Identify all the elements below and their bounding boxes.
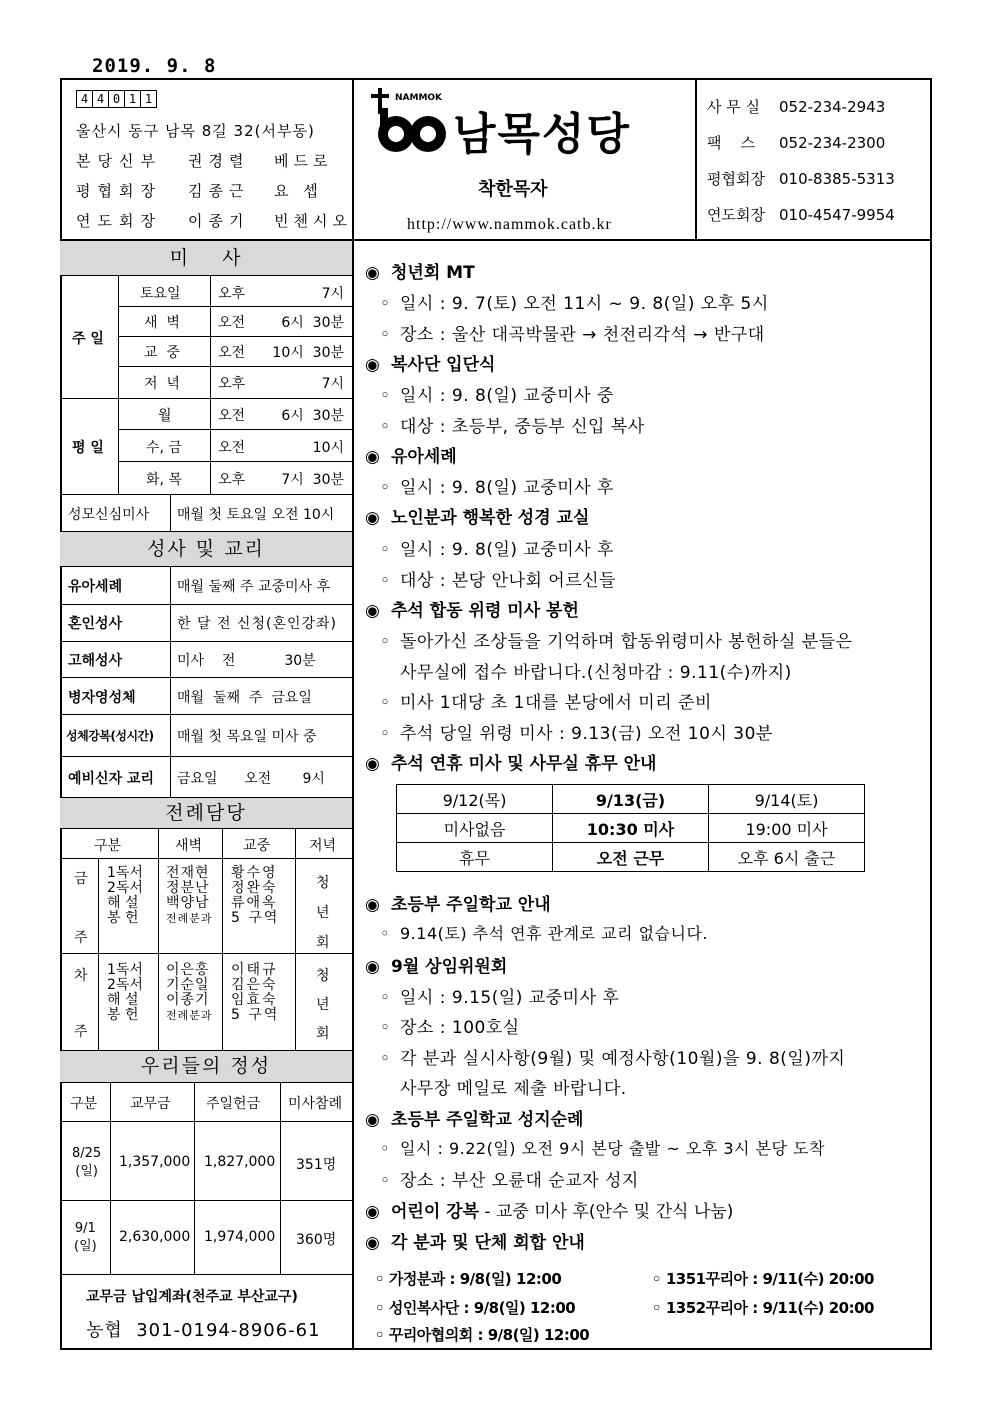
- notice-text: 각 분과 실시사항(9월) 및 예정사항(10월)을 9. 8(일)까지: [400, 1049, 846, 1069]
- liturgy-roles: [107, 963, 143, 1023]
- notice-text: 장소 : 부산 오륜대 순교자 성지: [400, 1171, 639, 1191]
- notice-text: 미사 1대당 초 1대를 본당에서 미리 준비: [400, 693, 712, 713]
- divider: [60, 677, 352, 678]
- notice-text: 일시 : 9. 7(토) 오전 11시 ~ 9. 8(일) 오후 5시: [400, 294, 769, 314]
- schedule-row: [397, 814, 865, 843]
- notice-heading: [365, 1197, 733, 1222]
- bullet-icon: ◦: [375, 1299, 385, 1317]
- schedule-cell: 19:00 미사: [709, 814, 865, 843]
- mass-day: 화, 목: [146, 472, 182, 488]
- notice-text: 사무장 메일로 제출 바랍니다.: [400, 1079, 627, 1099]
- meeting-item: [652, 1297, 874, 1318]
- notice-text: 9.14(토) 추석 연휴 관계로 교리 없습니다.: [400, 924, 709, 943]
- contact-row: [707, 204, 895, 225]
- liturgy-role: 1독서: [107, 962, 143, 978]
- reader-name: 전례분과: [166, 1009, 213, 1022]
- bullet-icon: ◉: [365, 601, 380, 621]
- notice-text: 돌아가신 조상들을 기억하며 합동위령미사 봉헌하실 분들은: [400, 632, 853, 652]
- notice-line: [380, 289, 769, 314]
- contact-value: 010-4547-9954: [779, 206, 895, 224]
- offering-dues: 1,357,000: [119, 1154, 191, 1170]
- notice-heading: [365, 1105, 583, 1130]
- header-divider: [695, 78, 697, 240]
- main-readers: [231, 963, 279, 1023]
- divider: [60, 858, 352, 859]
- sacrament-label: 혼인성사: [68, 616, 123, 632]
- bullet-icon: ◦: [380, 294, 391, 314]
- mass-ampm: 오후: [218, 286, 246, 302]
- evening-char: 청: [316, 875, 330, 891]
- mass-time: 10시 30분: [272, 345, 344, 361]
- notice-title: 초등부 주일학교 성지순례: [391, 1110, 584, 1130]
- schedule-cell: 오전 근무: [553, 843, 709, 872]
- bullet-icon: ◦: [380, 1171, 391, 1191]
- evening-group: [316, 868, 330, 958]
- notice-line: [380, 566, 616, 591]
- bullet-icon: ◉: [365, 895, 380, 915]
- liturgy-roles: [107, 866, 143, 926]
- notice-heading: [365, 503, 589, 528]
- meeting-text: 성인복사단 : 9/8(일) 12:00: [388, 1299, 576, 1317]
- mass-time: 10시: [312, 440, 344, 456]
- notice-line: [380, 719, 773, 744]
- mass-time: 6시 30분: [281, 408, 344, 424]
- divider: [60, 1274, 352, 1275]
- staff-name: 이종기: [188, 212, 250, 230]
- divider: [60, 1200, 352, 1201]
- divider: [60, 641, 352, 642]
- bullet-icon: ◉: [365, 447, 380, 467]
- bullet-icon: ◦: [652, 1270, 662, 1288]
- notice-line: [380, 535, 614, 560]
- liturgy-role: 1독서: [107, 865, 143, 881]
- bullet-icon: ◉: [365, 957, 380, 977]
- divider: [60, 1121, 352, 1122]
- mass-day: 월: [158, 408, 172, 424]
- notice-line: [380, 1044, 845, 1069]
- notice-text: 추석 당일 위령 미사 : 9.13(금) 오전 10시 30분: [400, 724, 773, 744]
- bullet-icon: ◉: [365, 1233, 380, 1253]
- bullet-icon: ◦: [380, 724, 391, 744]
- staff-row: [76, 150, 332, 171]
- staff-name: 권경렬: [188, 152, 250, 170]
- offering-header: 구분: [70, 1096, 98, 1112]
- divider: [110, 1083, 111, 1274]
- divider: [295, 829, 296, 1050]
- church-address: 울산시 동구 남목 8길 32(서부동): [76, 122, 315, 140]
- evening-char: 회: [316, 1026, 330, 1042]
- meeting-item: [375, 1324, 589, 1345]
- bullet-icon: ◦: [380, 693, 391, 713]
- evening-char: 회: [316, 935, 330, 951]
- liturgy-role: 2독서: [107, 977, 143, 993]
- notice-heading: [365, 350, 495, 375]
- contact-label: 평협회장: [707, 170, 765, 188]
- offering-header: 미사참례: [288, 1096, 343, 1112]
- mass-day: 수, 금: [146, 440, 182, 456]
- staff-baptismal-name: 빈첸시오: [274, 212, 352, 230]
- reader-name: 전례분과: [166, 912, 213, 925]
- reader-name: 이태규: [231, 962, 278, 978]
- schedule-cell: 미사없음: [397, 814, 553, 843]
- contact-label: 팩 스: [707, 134, 756, 152]
- offering-attendance: 351명: [296, 1157, 337, 1173]
- week-label: 금: [74, 871, 88, 887]
- divider: [158, 829, 159, 1050]
- bulletin-subtitle: 착한목자: [478, 179, 548, 200]
- notice-heading: [365, 596, 579, 621]
- mass-day: 토요일: [140, 286, 181, 302]
- bullet-icon: ◦: [380, 386, 391, 406]
- notice-line: [380, 627, 853, 652]
- sacraments-section-title: 성사 및 교리: [60, 532, 352, 566]
- reader-name: 이은홍: [166, 962, 210, 978]
- bullet-icon: ◦: [380, 417, 391, 437]
- bullet-icon: ◉: [365, 263, 380, 283]
- notice-text: 일시 : 9.22(일) 오전 9시 본당 출발 ~ 오후 3시 본당 도착: [400, 1139, 825, 1158]
- notice-heading: [365, 952, 507, 977]
- bullet-icon: ◦: [375, 1326, 385, 1344]
- divider: [194, 1083, 195, 1274]
- bullet-icon: ◉: [365, 508, 380, 528]
- divider: [60, 494, 352, 495]
- liturgy-header: 교중: [243, 838, 271, 854]
- divider: [60, 566, 352, 567]
- notice-line: [400, 658, 792, 683]
- divider: [60, 756, 352, 757]
- notice-line: [380, 1166, 639, 1191]
- notice-title: 9월 상임위원회: [391, 957, 508, 977]
- mass-ampm: 오후: [218, 376, 246, 392]
- sacrament-value: 한 달 전 신청(혼인강좌): [177, 616, 337, 632]
- reader-name: 전재현: [166, 865, 210, 881]
- divider: [118, 429, 352, 430]
- bullet-icon: ◦: [652, 1299, 662, 1317]
- schedule-cell: 10:30 미사: [553, 814, 709, 843]
- reader-name: 이종기: [166, 992, 210, 1008]
- schedule-cell: 9/13(금): [553, 785, 709, 814]
- bullet-icon: ◦: [380, 571, 391, 591]
- holiday-schedule-table: [396, 784, 865, 872]
- notice-line: [380, 412, 645, 437]
- evening-char: 청: [316, 968, 330, 984]
- dawn-readers: [166, 963, 213, 1023]
- evening-group: [316, 962, 330, 1049]
- sacrament-value: 매월 첫 목요일 미사 중: [177, 729, 317, 745]
- sacrament-label: 고해성사: [68, 653, 123, 669]
- notice-line: [380, 921, 708, 944]
- schedule-cell: 9/12(목): [397, 785, 553, 814]
- contact-row: [707, 168, 895, 189]
- bullet-icon: ◉: [365, 1110, 380, 1130]
- notice-text: 일시 : 9. 8(일) 교중미사 후: [400, 540, 614, 560]
- postal-digit: 0: [108, 90, 125, 108]
- mass-time: 6시 30분: [281, 315, 344, 331]
- notice-title: 추석 연휴 미사 및 사무실 휴무 안내: [391, 754, 657, 774]
- notice-text: 장소 : 울산 대곡박물관 → 천전리각석 → 반구대: [400, 325, 765, 345]
- sacrament-value: 매월 둘째 주 교중미사 후: [177, 579, 331, 595]
- mass-day: 새 벽: [144, 315, 180, 331]
- schedule-row: [397, 843, 865, 872]
- notice-title: 노인분과 행복한 성경 교실: [391, 508, 590, 528]
- notice-title: 추석 합동 위령 미사 봉헌: [391, 601, 579, 621]
- schedule-row: [397, 785, 865, 814]
- staff-row: [76, 180, 323, 201]
- offering-collection: 1,827,000: [204, 1154, 276, 1170]
- notice-line: [380, 473, 614, 498]
- reader-name: 황수영: [231, 865, 278, 881]
- divider: [118, 461, 352, 462]
- account-number: 농협 301-0194-8906-61: [86, 1320, 321, 1341]
- mass-ampm: 오전: [218, 440, 246, 456]
- sacrament-label: 예비신자 교리: [68, 771, 155, 787]
- sacrament-value: 미사 전 30분: [177, 653, 316, 669]
- bullet-icon: ◉: [365, 355, 380, 375]
- staff-baptismal-name: 베드로: [274, 152, 333, 170]
- mass-day: 저 녁: [144, 376, 180, 392]
- mass-time: 7시: [321, 376, 344, 392]
- liturgy-role: 2독서: [107, 880, 143, 896]
- offering-dues: 2,630,000: [119, 1229, 191, 1245]
- mass-time: 7시 30분: [281, 472, 344, 488]
- notice-text: 대상 : 초등부, 중등부 신입 복사: [400, 417, 645, 437]
- reader-name: 기순일: [166, 977, 210, 993]
- bullet-icon: ◦: [380, 1018, 391, 1038]
- notice-text: 사무실에 접수 바랍니다.(신청마감 : 9.11(수)까지): [400, 663, 792, 683]
- staff-title: 평협회장: [76, 182, 162, 200]
- offering-section-title: 우리들의 정성: [60, 1051, 352, 1082]
- staff-row: [76, 210, 352, 231]
- divider: [60, 398, 352, 399]
- reader-name: 정분난: [166, 880, 210, 896]
- liturgy-role: 해 설: [107, 992, 139, 1008]
- bullet-icon: ◉: [365, 1202, 380, 1222]
- notice-line: [380, 320, 765, 345]
- mass-ampm: 오전: [218, 408, 246, 424]
- week-label: 주: [74, 1024, 88, 1040]
- meeting-item: [652, 1268, 874, 1289]
- reader-name: 류애옥: [231, 895, 278, 911]
- reader-name: 5 구역: [231, 910, 280, 926]
- notice-text: 일시 : 9.15(일) 교중미사 후: [400, 988, 620, 1008]
- divider: [118, 366, 352, 367]
- meeting-item: [375, 1268, 561, 1289]
- offering-collection: 1,974,000: [204, 1229, 276, 1245]
- account-label: 교무금 납입계좌(천주교 부산교구): [86, 1289, 298, 1305]
- dawn-readers: [166, 866, 213, 926]
- notice-heading: [365, 442, 457, 467]
- notice-heading: [365, 258, 475, 283]
- contact-label: 연도회장: [707, 206, 765, 224]
- offering-date-part: (일): [75, 1164, 98, 1179]
- staff-title: 연도회장: [76, 212, 162, 230]
- liturgy-section-title: 전례담당: [60, 798, 352, 828]
- liturgy-header: 구분: [94, 838, 122, 854]
- mass-day: 교 중: [144, 345, 180, 361]
- church-website-link[interactable]: http://www.nammok.catb.kr: [407, 216, 612, 233]
- meeting-text: 1352꾸리아 : 9/11(수) 20:00: [665, 1299, 874, 1317]
- divider: [60, 1082, 352, 1083]
- church-name: 남목성당: [453, 109, 632, 160]
- notice-title: 각 분과 및 단체 회합 안내: [391, 1233, 585, 1253]
- bullet-icon: ◦: [380, 632, 391, 652]
- divider: [60, 828, 352, 829]
- notice-line: [380, 688, 712, 713]
- notice-heading: [365, 1228, 585, 1253]
- logo-wordmark: NAMMOK: [395, 93, 443, 103]
- divider: [118, 306, 352, 307]
- column-divider: [352, 78, 354, 1350]
- postal-digit: 4: [76, 90, 93, 108]
- bulletin-date: 2019. 9. 8: [92, 55, 217, 77]
- meeting-text: 꾸리아협의회 : 9/8(일) 12:00: [388, 1326, 590, 1344]
- offering-header: 교무금: [130, 1096, 171, 1112]
- main-readers: [231, 866, 279, 926]
- week-label: 주: [74, 930, 88, 946]
- evening-char: 년: [316, 905, 330, 921]
- liturgy-role: 해 설: [107, 895, 139, 911]
- notice-text: 대상 : 본당 안나회 어르신들: [400, 571, 616, 591]
- bullet-icon: ◦: [375, 1270, 385, 1288]
- divider: [280, 1083, 281, 1274]
- schedule-cell: 9/14(토): [709, 785, 865, 814]
- schedule-cell: 휴무: [397, 843, 553, 872]
- offering-attendance: 360명: [296, 1232, 337, 1248]
- divider: [222, 829, 223, 1050]
- meeting-text: 1351꾸리아 : 9/11(수) 20:00: [665, 1270, 874, 1288]
- offering-date-part: 8/25: [72, 1146, 102, 1161]
- postal-code: [76, 90, 156, 108]
- liturgy-role: 봉 헌: [107, 910, 139, 926]
- notice-heading: [365, 749, 656, 774]
- staff-title: 본당신부: [76, 152, 162, 170]
- mass-section-title: 미 사: [60, 241, 352, 275]
- notice-line: [380, 983, 619, 1008]
- notice-title: 유아세례: [391, 447, 457, 467]
- liturgy-header: 저녁: [309, 838, 337, 854]
- divider: [170, 567, 171, 797]
- reader-name: 백양남: [166, 895, 210, 911]
- notice-title: 복사단 입단식: [391, 355, 496, 375]
- notice-text: 일시 : 9. 8(일) 교중미사 중: [400, 386, 614, 406]
- bullet-icon: ◦: [380, 325, 391, 345]
- liturgy-role: 봉 헌: [107, 1007, 139, 1023]
- divider: [60, 953, 352, 954]
- evening-char: 년: [316, 997, 330, 1013]
- notice-text: - 교중 미사 후(안수 및 간식 나눔): [479, 1202, 734, 1222]
- notice-title: 청년회 MT: [391, 263, 475, 283]
- sacrament-value: 매월 둘째 주 금요일: [177, 690, 312, 706]
- mass-ampm: 오후: [218, 472, 246, 488]
- mass-time: 7시: [321, 286, 344, 302]
- sacrament-label: 유아세례: [68, 579, 123, 595]
- reader-name: 김은숙: [231, 977, 278, 993]
- schedule-cell: 오후 6시 출근: [709, 843, 865, 872]
- meeting-item: [375, 1297, 575, 1318]
- marian-mass-time: 매월 첫 토요일 오전 10시: [177, 507, 335, 523]
- mass-ampm: 오전: [218, 345, 246, 361]
- notice-title: 초등부 주일학교 안내: [391, 895, 551, 915]
- marian-mass-label: 성모신심미사: [68, 507, 150, 523]
- divider: [60, 604, 352, 605]
- divider: [60, 275, 352, 276]
- notice-text: 일시 : 9. 8(일) 교중미사 후: [400, 478, 614, 498]
- contact-value: 010-8385-5313: [779, 170, 895, 188]
- weekday-label: 평 일: [72, 440, 104, 456]
- bullet-icon: ◦: [380, 1049, 391, 1069]
- bullet-icon: ◦: [380, 1139, 390, 1158]
- mass-ampm: 오전: [218, 315, 246, 331]
- sacrament-value: 금요일 오전 9시: [177, 771, 325, 787]
- notice-line: [400, 1074, 627, 1099]
- bullet-icon: ◉: [365, 754, 380, 774]
- bullet-icon: ◦: [380, 478, 391, 498]
- divider: [170, 495, 171, 531]
- contact-value: 052-234-2943: [779, 98, 886, 116]
- offering-date: [74, 1220, 97, 1256]
- offering-date: [72, 1145, 101, 1181]
- bullet-icon: ◦: [380, 540, 391, 560]
- reader-name: 정완숙: [231, 880, 278, 896]
- divider: [98, 859, 99, 1050]
- contact-value: 052-234-2300: [779, 134, 886, 152]
- contact-row: [707, 132, 885, 153]
- staff-name: 김종근: [188, 182, 250, 200]
- notice-title: 어린이 강복: [391, 1202, 480, 1222]
- notice-heading: [365, 890, 551, 915]
- reader-name: 임효숙: [231, 992, 278, 1008]
- postal-digit: 1: [140, 90, 157, 108]
- reader-name: 5 구역: [231, 1007, 280, 1023]
- offering-header: 주일헌금: [206, 1096, 261, 1112]
- divider: [60, 714, 352, 715]
- sacrament-label: 병자영성체: [68, 690, 136, 706]
- postal-digit: 1: [124, 90, 141, 108]
- sunday-label: 주 일: [72, 331, 104, 347]
- offering-date-part: (일): [74, 1239, 97, 1254]
- staff-baptismal-name: 요 셉: [274, 182, 323, 200]
- notice-line: [380, 1013, 520, 1038]
- sacrament-label: 성체강복(성시간): [66, 729, 154, 743]
- week-label: 차: [74, 968, 88, 984]
- contact-label: 사 무 실: [707, 98, 761, 116]
- meeting-text: 가정분과 : 9/8(일) 12:00: [388, 1270, 562, 1288]
- notice-text: 장소 : 100호실: [400, 1018, 520, 1038]
- contact-row: [707, 96, 885, 117]
- liturgy-header: 새벽: [175, 838, 203, 854]
- bullet-icon: ◦: [380, 988, 391, 1008]
- offering-date-part: 9/1: [74, 1221, 96, 1236]
- bullet-icon: ◦: [380, 924, 390, 943]
- divider: [118, 336, 352, 337]
- postal-digit: 4: [92, 90, 109, 108]
- notice-line: [380, 381, 614, 406]
- notice-line: [380, 1136, 825, 1159]
